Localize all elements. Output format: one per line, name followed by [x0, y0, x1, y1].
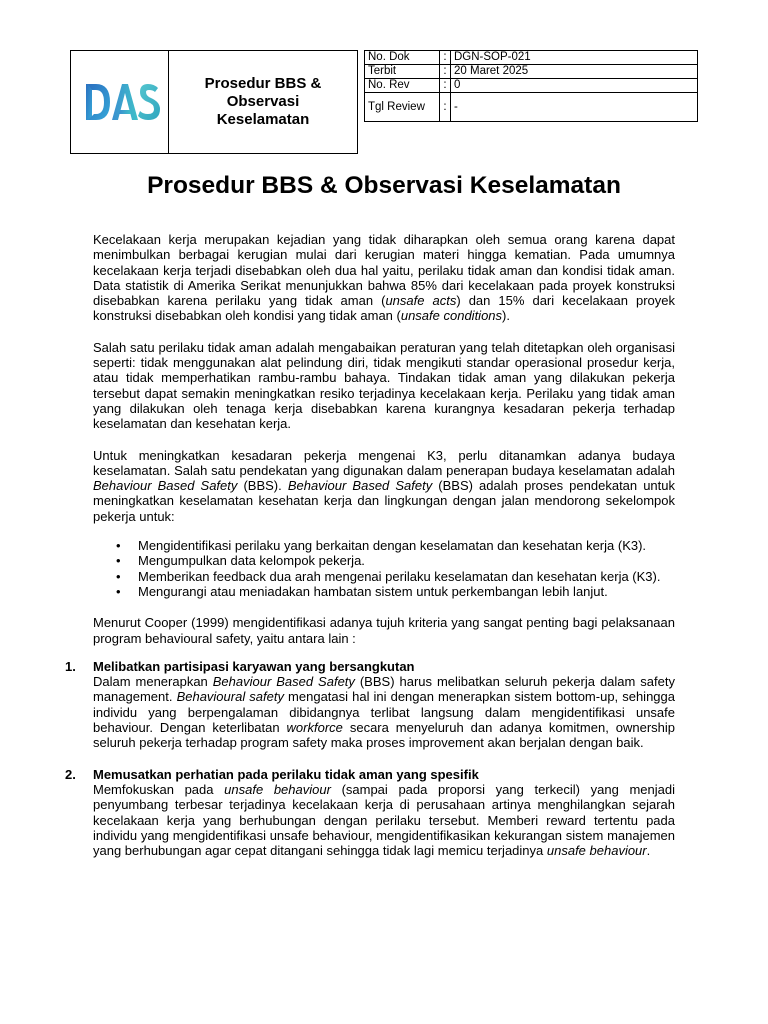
meta-row — [365, 51, 698, 65]
italic-text: Behaviour Based Safety — [287, 478, 433, 494]
text-run: (sampai pada proporsi yang terkecil) yang menjadi penyumbang terbesar terjadinya kecelakaan kerja di perusahaan artinya menghilangkan sejarah kecelakaan kerja yang berhubungan dengan perilaku tersebut. Memberi reward tertentu pada individu yang mengidentifikasi unsafe behaviour, mengidentifikasikan kekurangan sistem manajemen yang berhubungan agar cepat ditangani sehingga tidak lagi memicu terjadinya — [93, 781, 675, 859]
document-title: Prosedur BBS & Observasi Keselamatan — [147, 172, 621, 199]
meta-row — [365, 65, 698, 79]
list-item-text: Mengurangi atau meniadakan hambatan sistem untuk perkembangan lebih lanjut. — [138, 583, 608, 599]
italic-text: unsafe behaviour — [546, 843, 647, 859]
document-header — [70, 50, 358, 154]
meta-separator: : — [440, 93, 451, 122]
meta-separator: : — [440, 65, 451, 79]
das-logo — [78, 78, 162, 126]
list-item-text: Mengumpulkan data kelompok pekerja. — [138, 553, 365, 569]
meta-label: Tgl Review — [365, 93, 440, 122]
criteria-body — [93, 782, 675, 858]
bullet-icon: • — [116, 553, 121, 569]
header-title-line: Observasi — [226, 93, 300, 110]
document-meta-table — [364, 50, 698, 122]
text-run: . — [646, 843, 651, 859]
meta-label: No. Dok — [365, 51, 440, 65]
text-run: Kecelakaan kerja merupakan kejadian yang tidak diharapkan oleh semua orang karena dapat menimbulkan berbagai kerugian mulai dari kerugian materi hingga kematian. Pada umumnya kecelakaan kerja terjadi disebabkan oleh dua hal yaitu, perilaku tidak aman dan kondisi tidak aman. Data statistik di Amerika Serikat menunjukkan bahwa 85% dari kecelakaan pada proyek konstruksi disebabkan karena perilaku yang tidak aman ( — [93, 232, 675, 309]
italic-text: Behavioural safety — [176, 689, 284, 705]
list-item-text: Memberikan feedback dua arah mengenai perilaku keselamatan dan kesehatan kerja (K3). — [138, 568, 661, 584]
meta-separator: : — [440, 51, 451, 65]
text-run: mengatasi hal ini dengan menerapkan sistem bottom-up, sehingga individu yang berpengalaman dibidangnya terlibat langsung dalam mengidentifikasi unsafe behaviour. Dengan keterlibatan — [93, 689, 675, 736]
italic-text: unsafe conditions — [400, 308, 503, 324]
criteria-heading: Melibatkan partisipasi karyawan yang bersangkutan — [93, 658, 415, 674]
text-run: (BBS) harus melibatkan seluruh pekerja dalam safety management. — [93, 674, 675, 705]
criteria-body — [93, 674, 675, 750]
paragraph-cooper-criteria — [93, 615, 675, 646]
text-run: ) dan 15% dari kecelakaan proyek konstruksi disebabkan oleh kondisi yang tidak aman ( — [93, 293, 675, 324]
text-run: Menurut Cooper (1999) mengidentifikasi adanya tujuh kriteria yang sangat penting bagi pelaksanaan program behavioural safety, yaitu antara lain : — [93, 615, 675, 646]
meta-value: - — [451, 93, 698, 122]
meta-separator: : — [440, 79, 451, 93]
meta-value: 20 Maret 2025 — [451, 65, 698, 79]
list-item — [116, 568, 675, 584]
text-run: Memfokuskan pada — [93, 781, 225, 797]
text-run: (BBS). — [237, 478, 288, 494]
bullet-icon: • — [116, 583, 121, 599]
criteria-item — [65, 658, 676, 751]
text-run: Salah satu perilaku tidak aman adalah mengabaikan peraturan yang telah ditetapkan oleh organisasi seperti: tidak menggunakan alat pelindung diri, tidak mengikuti standar operasional prosedur kerja, atau tidak memperhatikan rambu-rambu bahaya. Tindakan tidak aman yang dilakukan pekerja tersebut dapat semakin meningkatkan resiko terjadinya kecelakaan kerja. Perilaku yang tidak aman yang dilakukan oleh tenaga kerja disebabkan karena kurangnya kesadaran pekerja terhadap keselamatan dan kesehatan kerja. — [93, 339, 675, 432]
meta-value: 0 — [451, 79, 698, 93]
document-body — [65, 232, 676, 874]
paragraph-unsafe-behaviour — [93, 340, 675, 432]
list-item — [116, 538, 675, 554]
text-run: (BBS) adalah proses pendekatan untuk meningkatkan keselamatan kesehatan kerja dan lingkungan dengan jalan mendorong sekelompok pekerja untuk: — [93, 478, 676, 524]
italic-text: unsafe behaviour — [224, 781, 331, 797]
header-title-line: Keselamatan — [216, 111, 310, 128]
list-item-text: Mengidentifikasi perilaku yang berkaitan dengan keselamatan dan kesehatan kerja (K3). — [138, 538, 647, 554]
list-item — [116, 583, 675, 599]
meta-label: No. Rev — [365, 79, 440, 93]
bullet-icon: • — [116, 538, 121, 554]
text-run: Untuk meningkatkan kesadaran pekerja mengenai K3, perlu ditanamkan adanya budaya keselamatan. Salah satu pendekatan yang digunakan dalam penerapan budaya keselamatan adalah — [93, 447, 675, 478]
bullet-icon: • — [116, 568, 121, 584]
paragraph-bbs-definition — [93, 448, 675, 524]
criteria-number: 1. — [65, 658, 76, 674]
paragraph-intro — [93, 232, 675, 324]
italic-text: unsafe acts — [385, 293, 457, 309]
list-item — [116, 553, 675, 569]
header-title — [169, 51, 357, 153]
italic-text: workforce — [286, 720, 343, 736]
meta-row — [365, 79, 698, 93]
criteria-number: 2. — [65, 766, 76, 782]
text-run: Dalam menerapkan — [93, 674, 213, 690]
criteria-heading: Memusatkan perhatian pada perilaku tidak aman yang spesifik — [93, 766, 479, 782]
criteria-item — [65, 766, 675, 859]
italic-text: Behaviour Based Safety — [212, 674, 355, 690]
meta-row — [365, 93, 698, 122]
text-run: ). — [502, 308, 510, 324]
italic-text: Behaviour Based Safety — [93, 478, 238, 494]
header-title-line: Prosedur BBS & — [204, 75, 322, 92]
text-run: secara menyeluruh dan adanya komitmen, ownership seluruh pekerja terhadap program safety maka proses improvement akan berjalan dengan baik. — [93, 720, 676, 751]
meta-value: DGN-SOP-021 — [451, 51, 698, 65]
meta-label: Terbit — [365, 65, 440, 79]
logo-cell — [71, 51, 169, 153]
bbs-goals-list — [93, 538, 675, 599]
